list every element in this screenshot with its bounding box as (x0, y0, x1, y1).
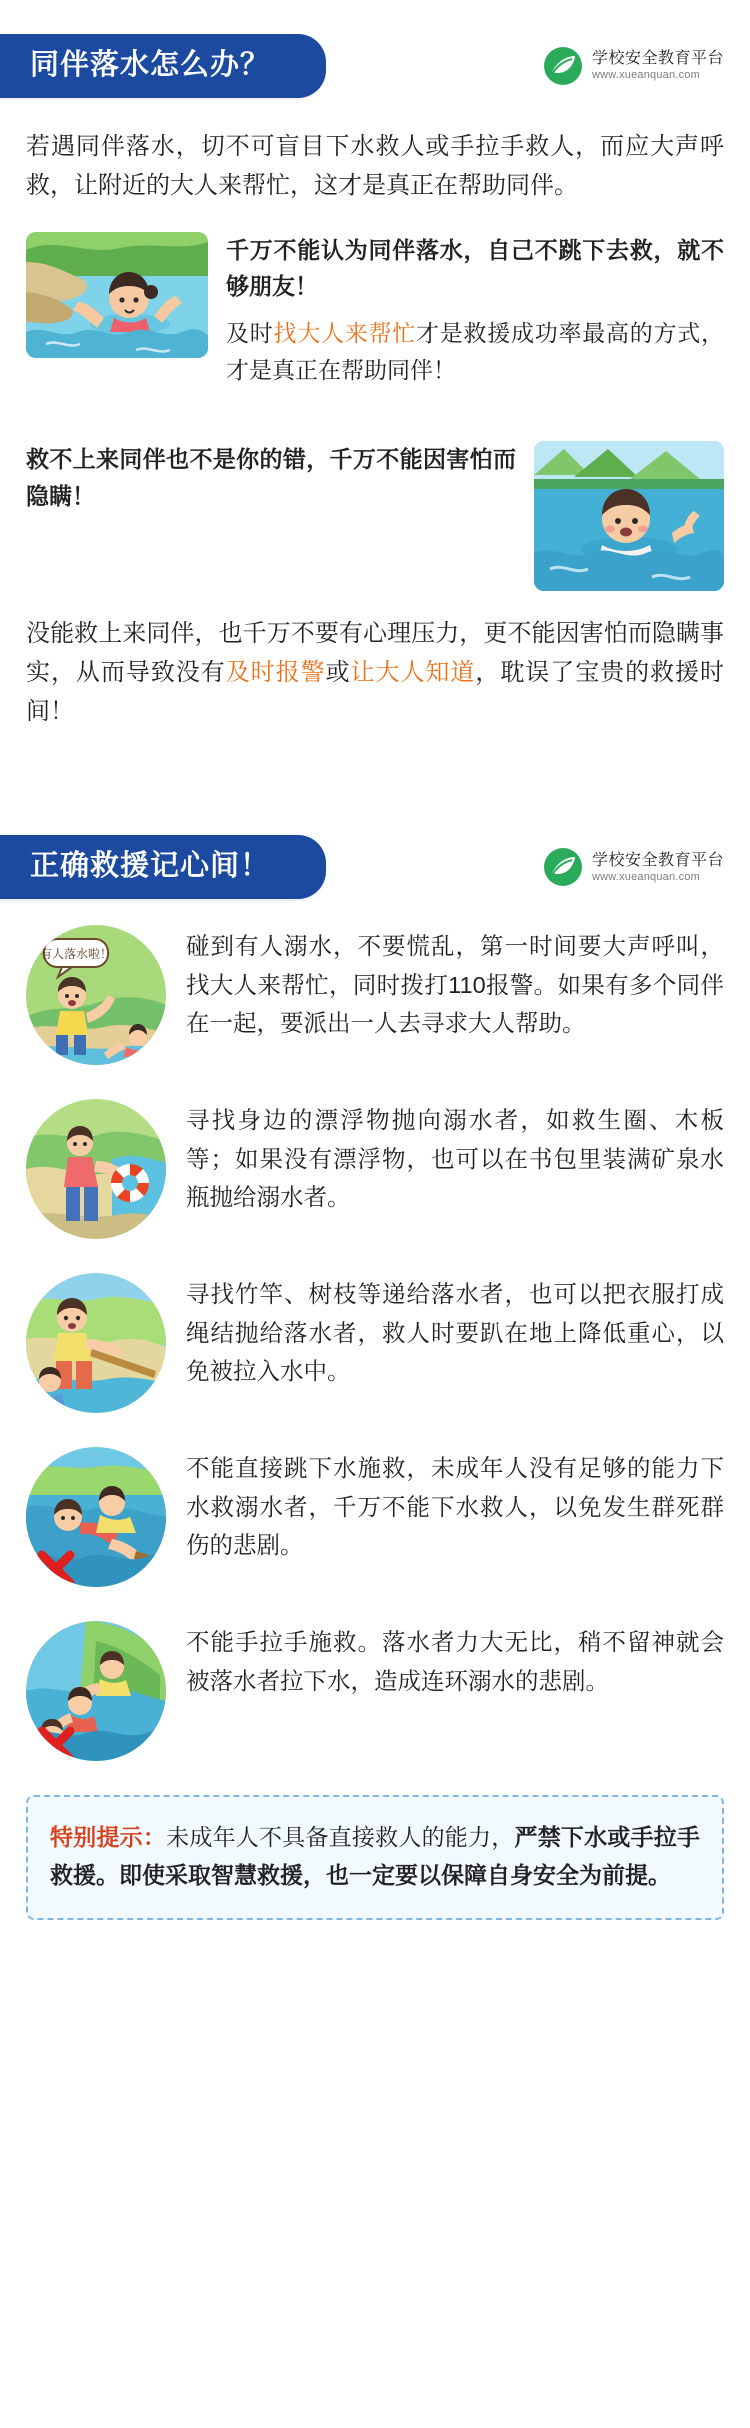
rescue-step-2-text: 寻找身边的漂浮物抛向溺水者，如救生圈、木板等；如果没有漂浮物，也可以在书包里装满矿泉水瓶抛给溺水者。 (186, 1107, 724, 1210)
block-2-highlight-2: 让大人知道 (350, 658, 476, 686)
leaf-logo-icon (543, 46, 583, 86)
rescue-step-1-text: 碰到有人溺水，不要慌乱，第一时间要大声呼叫，找大人来帮忙，同时拨打110报警。如果有多个同伴在一起，要派出一人去寻求大人帮助。 (186, 933, 724, 1036)
illustration-no-jump-in-water (26, 1447, 166, 1587)
block-boy-in-water (0, 441, 750, 591)
block-2-text-3: ，耽误了宝贵的救援时间！ (26, 658, 725, 725)
block-1-highlight: 找大人来帮忙 (273, 320, 416, 347)
block-2-highlight-1: 及时报警 (225, 658, 326, 686)
rescue-step-5-text: 不能手拉手施救。落水者力大无比，稍不留神就会被落水者拉下水，造成连环溺水的悲剧。 (186, 1629, 724, 1694)
illustration-boy-in-water (534, 441, 724, 591)
list-item (0, 1621, 750, 1761)
block-2-bold-text: 救不上来同伴也不是你的错，千万不能因害怕而隐瞒！ (26, 445, 516, 509)
platform-logo-2 (543, 847, 724, 887)
rescue-steps-list (0, 925, 750, 1761)
section-header-1 (0, 34, 750, 98)
platform-logo-url-1: www.xueanquan.com (591, 69, 700, 82)
platform-logo-text-1 (592, 49, 724, 83)
special-tip-label: 特别提示： (50, 1824, 167, 1851)
special-tip-text-2: 严禁下水或手拉手救援。即使采取智慧救援，也一定要以保障自身安全为前提。 (50, 1824, 701, 1888)
section-banner-title-1: 同伴落水怎么办？ (0, 34, 326, 98)
block-girl-drowning (0, 232, 750, 389)
svg-text:有人落水啦！: 有人落水啦！ (39, 947, 113, 962)
leaf-logo-icon (543, 847, 583, 887)
illustration-throw-lifebuoy (26, 1099, 166, 1239)
rescue-step-3-text: 寻找竹竿、树枝等递给落水者，也可以把衣服打成绳结抛给落水者，救人时要趴在地上降低重心，以免被拉入水中。 (186, 1281, 724, 1384)
platform-logo-title-1: 学校安全教育平台 (591, 50, 724, 68)
platform-logo-url-2: www.xueanquan.com (591, 870, 700, 883)
block-boy-in-water-text (26, 441, 516, 525)
platform-logo-title-2: 学校安全教育平台 (591, 851, 724, 869)
illustration-girl-drowning (26, 232, 208, 358)
list-item (0, 1273, 750, 1413)
infographic-page (0, 34, 750, 2428)
illustration-no-human-chain (26, 1621, 166, 1761)
list-item (0, 1447, 750, 1587)
block-1-text-pre: 及时 (226, 320, 274, 347)
special-tip-text-1: 未成年人不具备直接救人的能力， (166, 1824, 515, 1851)
block-girl-drowning-text (226, 232, 724, 389)
block-1-bold-text: 千万不能认为同伴落水，自己不跳下去救，就不够朋友！ (226, 236, 724, 300)
platform-logo-text-2 (592, 851, 724, 885)
block-2-text-2: 或 (325, 658, 351, 686)
block-2-text-1: 没能救上来同伴，也千万不要有心理压力，更不能因害怕而隐瞒事实，从而导致没有 (26, 619, 724, 686)
illustration-extend-pole (26, 1273, 166, 1413)
special-tip-box (26, 1795, 724, 1920)
platform-logo-1 (543, 46, 724, 86)
rescue-step-4-text: 不能直接跳下水施救，未成年人没有足够的能力下水救溺水者，千万不能下水救人，以免发生群死群伤的悲剧。 (186, 1455, 724, 1558)
list-item (0, 1099, 750, 1239)
section-header-2 (0, 835, 750, 899)
section-1-lead-text: 若遇同伴落水，切不可盲目下水救人或手拉手救人，而应大声呼救，让附近的大人来帮忙，这才是真正在帮助同伴。 (26, 132, 724, 199)
illustration-call-for-help (26, 925, 166, 1065)
block-1-text-post: 才是救援成功率最高的方式，才是真正在帮助同伴！ (226, 320, 724, 384)
block-2-body-text (0, 615, 750, 732)
section-banner-title-2: 正确救援记心间！ (0, 835, 326, 899)
list-item (0, 925, 750, 1065)
